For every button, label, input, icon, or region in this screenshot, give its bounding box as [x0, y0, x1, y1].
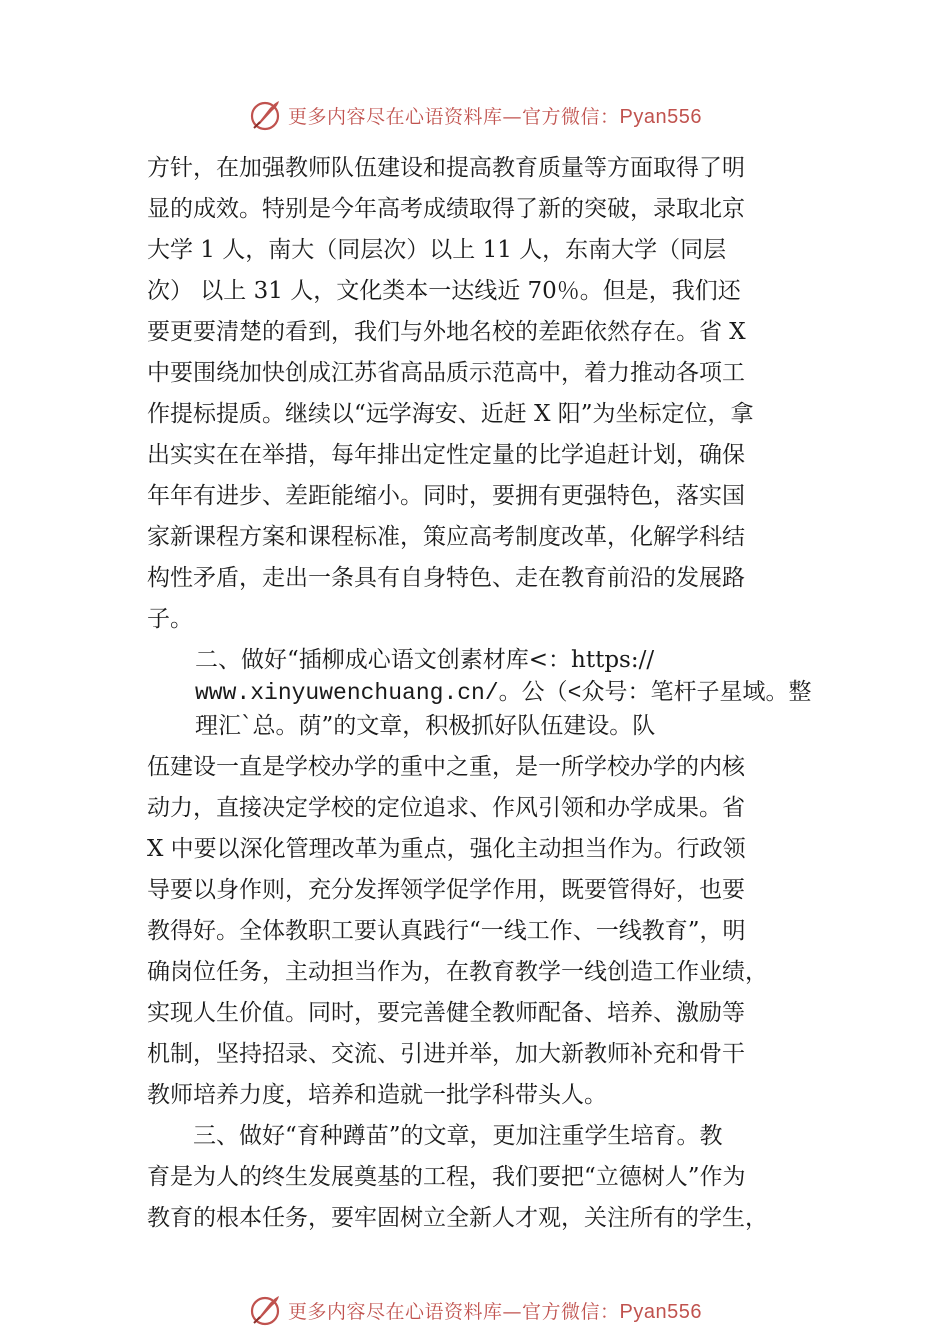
text-line: 年年有进步、差距能缩小。同时，要拥有更强特色，落实国 — [147, 483, 745, 509]
text-line: 显的成效。特别是今年高考成绩取得了新的突破，录取北京 — [147, 196, 745, 222]
header-banner — [0, 95, 950, 135]
text-line: 三、做好“育种蹲苗”的文章，更加注重学生培育。教 — [193, 1123, 723, 1149]
text-line: 作提标提质。继续以“远学海安、近赶 X 阳”为坐标定位，拿 — [147, 401, 754, 427]
quill-logo-icon — [248, 98, 282, 132]
text-line: 教得好。全体教职工要认真践行“一线工作、一线教育”，明 — [147, 918, 746, 944]
section-heading-2 — [195, 644, 827, 743]
paragraph-3 — [147, 1116, 827, 1239]
header-wechat-id: Pyan556 — [619, 105, 702, 128]
text-line: X 中要以深化管理改革为重点，强化主动担当作为。行政领 — [147, 836, 746, 862]
quill-logo-icon — [248, 1293, 282, 1327]
text-line: 出实实在在举措，每年排出定性定量的比学追赶计划，确保 — [147, 442, 745, 468]
footer-wechat-id: Pyan556 — [619, 1300, 702, 1323]
text-line: 伍建设一直是学校办学的重中之重，是一所学校办学的内核 — [147, 754, 745, 780]
heading-line: 理汇`总。荫”的文章，积极抓好队伍建设。队 — [195, 713, 656, 739]
heading-line: 二、做好“插柳成心语文创素材库<：https:// — [195, 647, 655, 673]
paragraph-2 — [147, 747, 827, 1116]
text-line: 方针，在加强教师队伍建设和提高教育质量等方面取得了明 — [147, 155, 745, 181]
text-line: 实现人生价值。同时，要完善健全教师配备、培养、激励等 — [147, 1000, 745, 1026]
text-line: 构性矛盾，走出一条具有自身特色、走在教育前沿的发展路 — [147, 565, 745, 591]
text-line: 教师培养力度，培养和造就一批学科带头人。 — [147, 1082, 607, 1108]
text-line: 教育的根本任务，要牢固树立全新人才观，关注所有的学生， — [147, 1205, 768, 1231]
text-line: 机制，坚持招录、交流、引进并举，加大新教师补充和骨干 — [147, 1041, 745, 1067]
text-line: 家新课程方案和课程标准，策应高考制度改革，化解学科结 — [147, 524, 745, 550]
text-line: 动力，直接决定学校的定位追求、作风引领和办学成果。省 — [147, 795, 745, 821]
footer-banner — [0, 1290, 950, 1330]
header-banner-text: 更多内容尽在心语资料库—官方微信：Pyan556 — [288, 105, 702, 128]
text-line: 子。 — [147, 606, 193, 632]
heading-line-url: www.xinyuwenchuang.cn/。公（<众号：笔杆子星域。整 — [195, 680, 812, 706]
text-line: 次） 以上 31 人，文化类本一达线近 70％。但是，我们还 — [147, 278, 741, 304]
text-line: 要更要清楚的看到，我们与外地名校的差距依然存在。省 X — [147, 319, 746, 345]
paragraph-1 — [147, 148, 827, 640]
text-line: 育是为人的终生发展奠基的工程，我们要把“立德树人”作为 — [147, 1164, 746, 1190]
footer-banner-text: 更多内容尽在心语资料库—官方微信：Pyan556 — [288, 1300, 702, 1323]
text-line: 中要围绕加快创成江苏省高品质示范高中，着力推动各项工 — [147, 360, 745, 386]
text-line: 大学 1 人，南大（同层次）以上 11 人，东南大学（同层 — [147, 237, 727, 263]
text-line: 确岗位任务，主动担当作为，在教育教学一线创造工作业绩， — [147, 959, 768, 985]
text-line: 导要以身作则，充分发挥领学促学作用，既要管得好，也要 — [147, 877, 745, 903]
document-body — [147, 148, 827, 1239]
